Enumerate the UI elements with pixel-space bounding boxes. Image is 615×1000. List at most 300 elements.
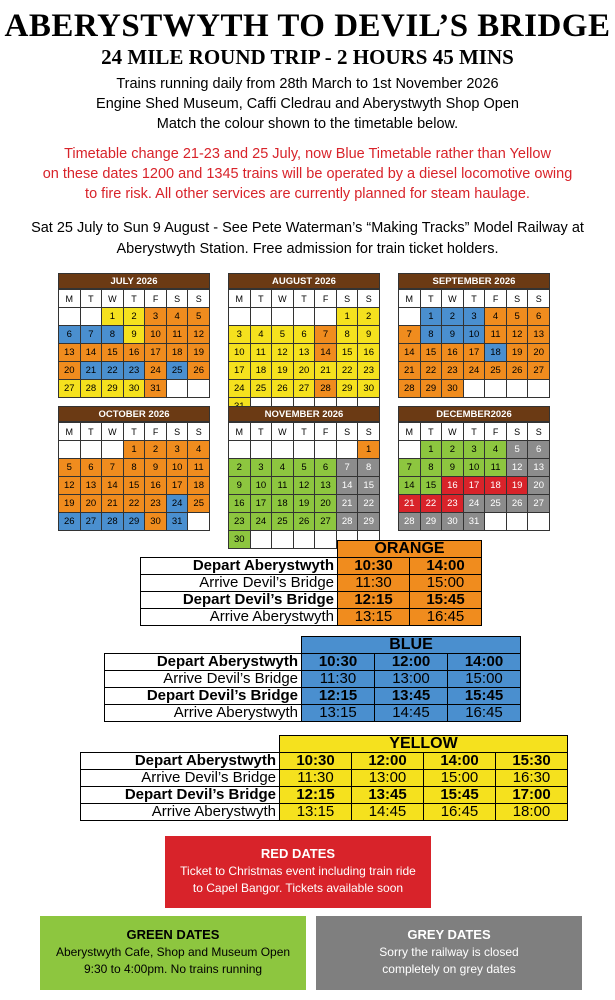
timetable-time: 12:15 <box>280 787 352 804</box>
weekday-header: T <box>464 290 486 308</box>
calendar-day: 21 <box>81 362 103 380</box>
calendar-day: 29 <box>358 513 380 531</box>
calendar-day: 18 <box>485 344 507 362</box>
calendar-day: 4 <box>188 441 210 459</box>
weekday-header: M <box>399 423 421 441</box>
timetable-time: 12:00 <box>352 753 424 770</box>
calendar-day: 6 <box>59 326 81 344</box>
calendar-day: 23 <box>229 513 251 531</box>
timetable-time: 10:30 <box>280 753 352 770</box>
weekday-header: T <box>294 423 316 441</box>
timetable-time: 14:00 <box>424 753 496 770</box>
page-title: ABERYSTWYTH TO DEVIL’S BRIDGE <box>4 8 611 44</box>
grey-dates-line: Sorry the railway is closed <box>379 945 519 959</box>
calendar-day: 28 <box>399 380 421 398</box>
calendar-day: 25 <box>167 362 189 380</box>
calendar-day: 12 <box>188 326 210 344</box>
weekday-header: T <box>421 423 443 441</box>
calendar-day: 29 <box>124 513 146 531</box>
calendar-day: 10 <box>464 326 486 344</box>
calendar-day: 24 <box>464 495 486 513</box>
notice-line: Timetable change 21-23 and 25 July, now Blue Timetable rather than Yellow <box>64 146 551 162</box>
calendar-day: 28 <box>315 380 337 398</box>
calendar-day: 3 <box>145 308 167 326</box>
calendar-blank <box>59 441 81 459</box>
calendar-blank <box>272 441 294 459</box>
calendar-blank <box>81 441 103 459</box>
timetable-time: 16:30 <box>496 770 568 787</box>
calendar-day: 18 <box>485 477 507 495</box>
info-text <box>0 74 615 134</box>
calendar-day: 31 <box>145 380 167 398</box>
calendar-day: 6 <box>528 308 550 326</box>
calendar-day: 2 <box>358 308 380 326</box>
calendar-day: 9 <box>442 326 464 344</box>
calendar-day: 12 <box>507 326 529 344</box>
green-dates-heading: GREEN DATES <box>126 927 220 942</box>
calendar-day: 1 <box>102 308 124 326</box>
calendar-day: 31 <box>167 513 189 531</box>
calendar-blank <box>81 308 103 326</box>
calendar-day: 4 <box>485 308 507 326</box>
weekday-header: F <box>145 290 167 308</box>
info-line: Match the colour shown to the timetable below. <box>156 116 459 132</box>
calendar-day: 27 <box>528 362 550 380</box>
timetable-orange <box>140 540 482 626</box>
calendar-day: 24 <box>167 495 189 513</box>
calendar-day: 13 <box>59 344 81 362</box>
calendar-day: 5 <box>59 459 81 477</box>
calendar-day: 6 <box>294 326 316 344</box>
calendar-blank <box>188 380 210 398</box>
calendar-day: 11 <box>188 459 210 477</box>
calendar-day: 2 <box>229 459 251 477</box>
weekday-header: M <box>229 423 251 441</box>
calendar-day: 23 <box>124 362 146 380</box>
timetable-time: 16:45 <box>448 705 521 722</box>
weekday-header: S <box>188 290 210 308</box>
timetable-time: 16:45 <box>410 609 482 626</box>
calendar-day: 23 <box>442 495 464 513</box>
calendar-day: 13 <box>528 326 550 344</box>
timetable-row <box>81 804 568 821</box>
timetable-orange-header: ORANGE <box>338 541 482 558</box>
calendar-day: 9 <box>358 326 380 344</box>
calendar-day: 11 <box>485 326 507 344</box>
page-subtitle: 24 MILE ROUND TRIP - 2 HOURS 45 MINS <box>101 45 514 69</box>
timetable-row-label: Arrive Devil’s Bridge <box>141 575 338 592</box>
calendar-day: 9 <box>124 326 146 344</box>
timetable-row <box>105 671 521 688</box>
weekday-header: M <box>229 290 251 308</box>
timetable-time: 11:30 <box>302 671 375 688</box>
weekday-header: S <box>167 423 189 441</box>
calendar-day: 20 <box>81 495 103 513</box>
timetable-time: 12:00 <box>375 654 448 671</box>
green-dates-line: 9:30 to 4:00pm. No trains running <box>83 962 263 976</box>
calendar-day: 20 <box>59 362 81 380</box>
calendar-day: 30 <box>358 380 380 398</box>
timetable-row <box>105 654 521 671</box>
weekday-header: F <box>485 290 507 308</box>
timetable-row <box>141 558 482 575</box>
calendar-day: 3 <box>229 326 251 344</box>
calendar-day: 16 <box>358 344 380 362</box>
calendar-september <box>398 273 550 398</box>
weekday-header: W <box>272 290 294 308</box>
calendar-day: 14 <box>315 344 337 362</box>
calendar-day: 30 <box>442 380 464 398</box>
timetable-time: 12:15 <box>338 592 410 609</box>
red-dates-box <box>165 836 431 908</box>
calendar-day: 30 <box>442 513 464 531</box>
calendar-day: 3 <box>464 308 486 326</box>
calendar-day: 15 <box>102 344 124 362</box>
timetable-row-label: Depart Aberystwyth <box>105 654 302 671</box>
weekday-header: W <box>442 290 464 308</box>
calendar-day: 21 <box>102 495 124 513</box>
timetable-row <box>141 609 482 626</box>
calendar-day: 6 <box>315 459 337 477</box>
calendar-day: 6 <box>528 441 550 459</box>
timetable-row <box>105 688 521 705</box>
calendar-august <box>228 273 380 416</box>
calendar-day: 13 <box>315 477 337 495</box>
calendar-day: 3 <box>167 441 189 459</box>
calendar-day: 14 <box>399 477 421 495</box>
timetable-time: 13:45 <box>352 787 424 804</box>
timetable-time: 13:00 <box>352 770 424 787</box>
weekday-header: S <box>337 423 359 441</box>
calendar-blank <box>315 441 337 459</box>
calendar-day: 22 <box>421 362 443 380</box>
calendar-blank <box>229 441 251 459</box>
timetable-time: 15:00 <box>410 575 482 592</box>
calendar-day: 22 <box>124 495 146 513</box>
timetable-change-notice <box>0 144 615 204</box>
calendar-day: 23 <box>442 362 464 380</box>
calendar-day: 30 <box>229 531 251 549</box>
calendar-day: 8 <box>421 326 443 344</box>
calendar-day: 26 <box>294 513 316 531</box>
weekday-header: T <box>251 423 273 441</box>
calendar-day: 17 <box>464 344 486 362</box>
calendar-day: 19 <box>59 495 81 513</box>
event-line: Aberystwyth Station. Free admission for train ticket holders. <box>116 241 499 257</box>
calendar-blank <box>485 513 507 531</box>
calendar-blank <box>315 308 337 326</box>
calendar-day: 26 <box>188 362 210 380</box>
calendar-day: 20 <box>528 344 550 362</box>
calendar-day: 24 <box>251 513 273 531</box>
calendar-day: 10 <box>145 326 167 344</box>
calendar-day: 12 <box>507 459 529 477</box>
calendar-grid <box>58 422 210 531</box>
calendar-day: 13 <box>294 344 316 362</box>
calendar-day: 5 <box>507 308 529 326</box>
calendar-day: 10 <box>229 344 251 362</box>
timetable-row <box>141 592 482 609</box>
calendar-blank <box>272 308 294 326</box>
weekday-header: W <box>272 423 294 441</box>
calendar-day: 25 <box>188 495 210 513</box>
calendar-day: 26 <box>507 362 529 380</box>
calendar-day: 27 <box>81 513 103 531</box>
calendar-day: 25 <box>485 362 507 380</box>
calendar-day: 16 <box>124 344 146 362</box>
timetable-row <box>105 705 521 722</box>
timetable-blue <box>104 636 521 722</box>
timetable-time: 15:45 <box>424 787 496 804</box>
timetable-time: 18:00 <box>496 804 568 821</box>
timetable-time: 13:15 <box>302 705 375 722</box>
calendar-day: 1 <box>421 441 443 459</box>
calendar-day: 29 <box>102 380 124 398</box>
calendar-day: 30 <box>145 513 167 531</box>
calendar-day: 2 <box>124 308 146 326</box>
calendar-day: 23 <box>358 362 380 380</box>
calendar-day: 15 <box>124 477 146 495</box>
weekday-header: S <box>167 290 189 308</box>
weekday-header: T <box>124 423 146 441</box>
calendar-day: 20 <box>528 477 550 495</box>
calendar-day: 4 <box>272 459 294 477</box>
weekday-header: S <box>337 290 359 308</box>
calendar-title: JULY 2026 <box>58 273 210 289</box>
calendar-december <box>398 406 550 531</box>
calendar-day: 22 <box>421 495 443 513</box>
calendar-day: 28 <box>81 380 103 398</box>
calendar-day: 26 <box>59 513 81 531</box>
timetable-time: 14:00 <box>410 558 482 575</box>
calendar-day: 3 <box>251 459 273 477</box>
calendar-day: 19 <box>294 495 316 513</box>
calendar-day: 7 <box>102 459 124 477</box>
weekday-header: T <box>294 290 316 308</box>
calendar-blank <box>507 513 529 531</box>
weekday-header: T <box>124 290 146 308</box>
calendar-day: 24 <box>145 362 167 380</box>
timetable-time: 15:45 <box>410 592 482 609</box>
calendar-day: 30 <box>124 380 146 398</box>
timetable-time: 13:15 <box>338 609 410 626</box>
weekday-header: S <box>358 423 380 441</box>
calendar-day: 19 <box>507 477 529 495</box>
timetable-row <box>81 787 568 804</box>
timetable-row <box>141 575 482 592</box>
calendar-day: 21 <box>315 362 337 380</box>
calendar-day: 4 <box>485 441 507 459</box>
calendar-day: 10 <box>167 459 189 477</box>
calendar-day: 15 <box>421 477 443 495</box>
green-dates-box <box>40 916 306 990</box>
calendar-day: 29 <box>337 380 359 398</box>
calendar-day: 5 <box>294 459 316 477</box>
calendar-blank <box>251 441 273 459</box>
calendar-blank <box>528 513 550 531</box>
timetable-row-label: Depart Devil’s Bridge <box>81 787 280 804</box>
calendar-day: 8 <box>337 326 359 344</box>
weekday-header: S <box>507 423 529 441</box>
calendar-day: 11 <box>272 477 294 495</box>
calendar-blank <box>294 441 316 459</box>
calendar-day: 18 <box>167 344 189 362</box>
grey-dates-line: completely on grey dates <box>382 962 516 976</box>
weekday-header: M <box>59 423 81 441</box>
calendar-day: 13 <box>528 459 550 477</box>
calendar-blank <box>229 308 251 326</box>
timetable-time: 14:45 <box>375 705 448 722</box>
calendar-day: 17 <box>145 344 167 362</box>
calendar-day: 8 <box>102 326 124 344</box>
calendar-day: 5 <box>272 326 294 344</box>
weekday-header: T <box>81 290 103 308</box>
timetable-time: 13:00 <box>375 671 448 688</box>
calendar-day: 8 <box>358 459 380 477</box>
calendar-day: 17 <box>229 362 251 380</box>
green-dates-line: Aberystwyth Cafe, Shop and Museum Open <box>55 945 291 959</box>
timetable-row-label: Depart Devil’s Bridge <box>105 688 302 705</box>
event-notice <box>0 218 615 260</box>
calendar-blank <box>294 308 316 326</box>
calendar-day: 14 <box>102 477 124 495</box>
weekday-header: M <box>399 290 421 308</box>
calendar-day: 29 <box>421 513 443 531</box>
calendar-day: 8 <box>421 459 443 477</box>
calendar-day: 7 <box>399 326 421 344</box>
calendar-grid <box>398 422 550 531</box>
calendar-blank <box>399 308 421 326</box>
calendar-day: 24 <box>229 380 251 398</box>
calendar-day: 13 <box>81 477 103 495</box>
calendar-blank <box>528 380 550 398</box>
weekday-header: T <box>464 423 486 441</box>
calendar-day: 16 <box>442 344 464 362</box>
calendar-day: 1 <box>124 441 146 459</box>
calendar-blank <box>507 380 529 398</box>
timetable-time: 16:45 <box>424 804 496 821</box>
calendar-day: 26 <box>272 380 294 398</box>
calendar-day: 15 <box>421 344 443 362</box>
calendar-day: 19 <box>188 344 210 362</box>
calendar-day: 15 <box>358 477 380 495</box>
timetable-time: 11:30 <box>338 575 410 592</box>
calendar-grid <box>398 289 550 398</box>
calendar-day: 18 <box>251 362 273 380</box>
calendar-day: 29 <box>421 380 443 398</box>
calendar-day: 14 <box>337 477 359 495</box>
calendar-day: 26 <box>507 495 529 513</box>
calendar-day: 27 <box>528 495 550 513</box>
calendar-day: 20 <box>294 362 316 380</box>
timetable-time: 10:30 <box>302 654 375 671</box>
calendar-day: 27 <box>315 513 337 531</box>
weekday-header: F <box>315 423 337 441</box>
timetable-row <box>81 770 568 787</box>
calendar-day: 7 <box>315 326 337 344</box>
weekday-header: S <box>188 423 210 441</box>
timetable-time: 15:30 <box>496 753 568 770</box>
calendar-day: 9 <box>145 459 167 477</box>
grey-dates-box <box>316 916 582 990</box>
calendar-day: 17 <box>167 477 189 495</box>
calendar-day: 16 <box>229 495 251 513</box>
calendar-day: 25 <box>272 513 294 531</box>
calendar-grid <box>58 289 210 398</box>
calendar-day: 2 <box>442 441 464 459</box>
calendar-july <box>58 273 210 398</box>
calendar-day: 14 <box>399 344 421 362</box>
calendar-day: 11 <box>167 326 189 344</box>
calendar-title: OCTOBER 2026 <box>58 406 210 422</box>
calendar-day: 24 <box>464 362 486 380</box>
calendar-october <box>58 406 210 531</box>
red-dates-heading: RED DATES <box>260 846 336 861</box>
weekday-header: S <box>358 290 380 308</box>
calendar-day: 18 <box>272 495 294 513</box>
calendar-day: 3 <box>464 441 486 459</box>
calendar-day: 9 <box>229 477 251 495</box>
event-line: Sat 25 July to Sun 9 August - See Pete Waterman’s “Making Tracks” Model Railway at <box>31 220 584 236</box>
calendar-day: 7 <box>337 459 359 477</box>
weekday-header: S <box>507 290 529 308</box>
calendar-day: 7 <box>399 459 421 477</box>
info-line: Engine Shed Museum, Caffi Cledrau and Aberystwyth Shop Open <box>96 96 519 112</box>
calendar-day: 19 <box>272 362 294 380</box>
calendar-title: AUGUST 2026 <box>228 273 380 289</box>
timetable-row-label: Arrive Devil’s Bridge <box>81 770 280 787</box>
calendar-title: DECEMBER2026 <box>398 406 550 422</box>
calendar-day: 11 <box>251 344 273 362</box>
weekday-header: S <box>528 423 550 441</box>
calendar-blank <box>399 441 421 459</box>
timetable-time: 13:15 <box>280 804 352 821</box>
calendar-blank <box>59 308 81 326</box>
weekday-header: F <box>485 423 507 441</box>
weekday-header: W <box>442 423 464 441</box>
calendar-day: 21 <box>399 495 421 513</box>
calendar-grid <box>228 289 380 416</box>
calendar-day: 12 <box>59 477 81 495</box>
info-line: Trains running daily from 28th March to 1st November 2026 <box>116 76 499 92</box>
timetable-time: 13:45 <box>375 688 448 705</box>
calendar-day: 17 <box>251 495 273 513</box>
calendar-blank <box>464 380 486 398</box>
calendar-title: NOVEMBER 2026 <box>228 406 380 422</box>
calendar-day: 10 <box>251 477 273 495</box>
calendar-day: 22 <box>102 362 124 380</box>
timetable-blue-header: BLUE <box>302 637 521 654</box>
calendar-november <box>228 406 380 549</box>
grey-dates-heading: GREY DATES <box>407 927 491 942</box>
timetable-row-label: Arrive Aberystwyth <box>81 804 280 821</box>
calendar-day: 14 <box>81 344 103 362</box>
calendar-blank <box>167 380 189 398</box>
timetable-time: 15:00 <box>448 671 521 688</box>
calendar-day: 11 <box>485 459 507 477</box>
timetable-time: 14:45 <box>352 804 424 821</box>
timetable-time: 14:00 <box>448 654 521 671</box>
weekday-header: T <box>421 290 443 308</box>
calendar-day: 17 <box>464 477 486 495</box>
weekday-header: W <box>102 423 124 441</box>
timetable-row-label: Depart Aberystwyth <box>81 753 280 770</box>
weekday-header: F <box>145 423 167 441</box>
timetable-row <box>81 753 568 770</box>
calendar-blank <box>485 380 507 398</box>
notice-line: to fire risk. All other services are currently planned for steam haulage. <box>85 186 530 202</box>
timetable-row-label: Arrive Aberystwyth <box>141 609 338 626</box>
